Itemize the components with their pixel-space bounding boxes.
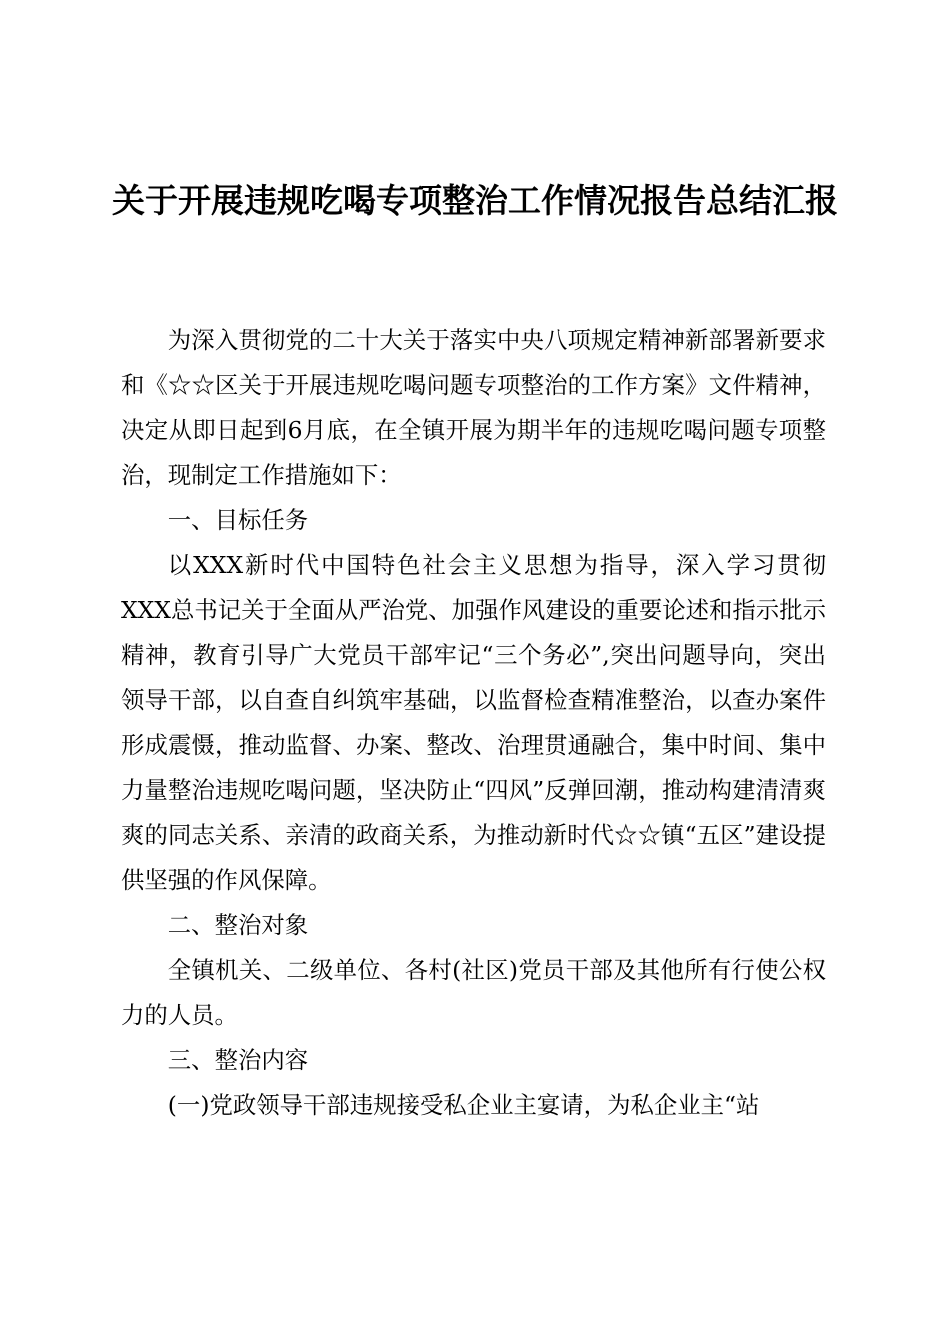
intro-paragraph: 为深入贯彻党的二十大关于落实中央八项规定精神新部署新要求和《☆☆区关于开展违规吃喝问题专项整治的工作方案》文件精神，决定从即日起到6月底，在全镇开展为期半年的违规吃喝问题专项整治，现制定工作措施如下： (121, 326, 826, 489)
document-title: 关于开展违规吃喝专项整治工作情况报告总结汇报 (112, 181, 838, 220)
section-body-targets: 全镇机关、二级单位、各村(社区)党员干部及其他所有行使公权力的人员。 (121, 956, 826, 1029)
document-body (121, 318, 826, 1128)
section-heading-targets: 二、整治对象 (167, 911, 309, 939)
section-heading-goals: 一、目标任务 (167, 506, 309, 534)
section-heading-content: 三、整治内容 (167, 1046, 309, 1074)
section-body-goals: 以XXX新时代中国特色社会主义思想为指导，深入学习贯彻XXX总书记关于全面从严治党、加强作风建设的重要论述和指示批示精神，教育引导广大党员干部牢记“三个务必”,突出问题导向，突出领导干部，以自查自纠筑牢基础，以监督检查精准整治，以查办案件形成震慑，推动监督、办案、整改、治理贯通融合，集中时间、集中力量整治违规吃喝问题，坚决防止“四风”反弹回潮，推动构建清清爽爽的同志关系、亲清的政商关系，为推动新时代☆☆镇“五区”建设提供坚强的作风保障。 (121, 551, 826, 894)
section-body-content: (一)党政领导干部违规接受私企业主宴请，为私企业主“站 (167, 1091, 760, 1119)
